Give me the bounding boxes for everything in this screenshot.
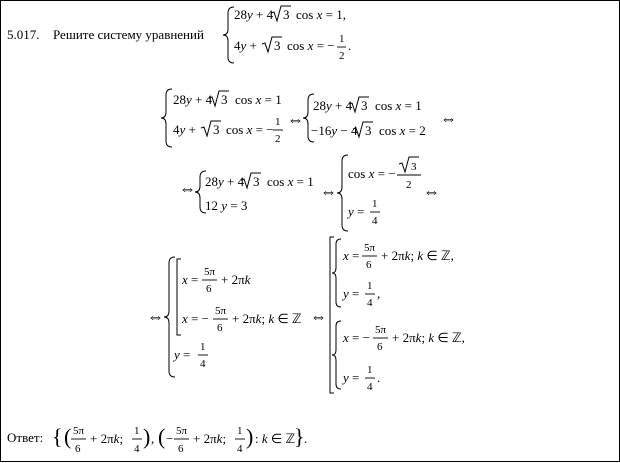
svg-text:1: 1 bbox=[372, 198, 378, 210]
step3-left-system bbox=[164, 257, 302, 377]
svg-text:1: 1 bbox=[367, 364, 373, 376]
svg-text:1: 1 bbox=[200, 341, 206, 353]
equivalence-arrow: ⇔ bbox=[287, 110, 304, 129]
svg-text:3: 3 bbox=[213, 122, 220, 137]
svg-text:,: , bbox=[377, 286, 381, 301]
case1-brace bbox=[332, 239, 341, 307]
svg-text:cos x = 2: cos x = 2 bbox=[379, 123, 426, 138]
union-bracket bbox=[177, 259, 181, 335]
svg-text:1: 1 bbox=[237, 425, 243, 437]
svg-text:28y + 4: 28y + 4 bbox=[234, 7, 274, 22]
step2-right-system bbox=[337, 155, 421, 231]
svg-text:4: 4 bbox=[372, 215, 378, 227]
fraction-denominator: 2 bbox=[339, 50, 345, 62]
svg-text:: k ∈ ℤ: : k ∈ ℤ bbox=[255, 431, 296, 446]
svg-text:+ 2πk;: + 2πk; bbox=[193, 431, 227, 446]
left-brace bbox=[337, 155, 348, 231]
svg-text:4: 4 bbox=[200, 358, 206, 370]
answer-label: Ответ: bbox=[7, 430, 44, 445]
svg-text:x =: x = bbox=[343, 248, 360, 263]
step3-right-cases bbox=[330, 237, 465, 393]
svg-text:2: 2 bbox=[275, 133, 281, 145]
svg-text:4: 4 bbox=[367, 297, 373, 309]
svg-text:cos x = 1: cos x = 1 bbox=[235, 92, 282, 107]
svg-text:3: 3 bbox=[283, 7, 290, 22]
svg-text:y =: y = bbox=[343, 286, 360, 301]
paren-open: ( bbox=[64, 424, 72, 449]
svg-text:x = −: x = − bbox=[343, 330, 370, 345]
svg-text:,: , bbox=[151, 431, 155, 446]
svg-text:cos x = 1: cos x = 1 bbox=[267, 174, 314, 189]
svg-text:4: 4 bbox=[367, 381, 373, 393]
svg-text:(: ( bbox=[158, 424, 166, 449]
problem-header bbox=[7, 27, 204, 42]
svg-text:1: 1 bbox=[134, 425, 140, 437]
svg-text:x = −: x = − bbox=[182, 311, 209, 326]
svg-text:5π: 5π bbox=[176, 425, 188, 437]
svg-text:4y +: 4y + bbox=[173, 122, 196, 137]
problem-number: 5.017. bbox=[7, 27, 40, 42]
svg-text:3: 3 bbox=[221, 92, 228, 107]
outer-bracket bbox=[330, 237, 334, 393]
set-close-brace: } bbox=[294, 424, 305, 449]
svg-text:1: 1 bbox=[275, 116, 281, 128]
svg-text:+ 2πk: + 2πk bbox=[221, 272, 251, 287]
problem-statement: Решите систему уравнений bbox=[53, 27, 204, 42]
equivalence-arrow: ⇔ bbox=[179, 179, 196, 198]
svg-text:5π: 5π bbox=[375, 324, 387, 336]
svg-text:x =: x = bbox=[182, 272, 199, 287]
answer bbox=[7, 424, 307, 455]
svg-text:5π: 5π bbox=[364, 242, 376, 254]
svg-text:cos x = −: cos x = − bbox=[287, 38, 335, 53]
svg-text:): ) bbox=[143, 424, 151, 449]
svg-text:cos x = 1: cos x = 1 bbox=[375, 98, 422, 113]
svg-text:28y + 4: 28y + 4 bbox=[313, 98, 353, 113]
svg-text:.: . bbox=[304, 431, 308, 446]
svg-text:−16y − 4: −16y − 4 bbox=[311, 123, 358, 138]
step1-right-system bbox=[303, 94, 426, 142]
equivalence-arrow: ⇔ bbox=[320, 182, 337, 201]
svg-text:6: 6 bbox=[206, 283, 212, 295]
step2-left-system bbox=[195, 171, 314, 213]
svg-text:3: 3 bbox=[253, 174, 260, 189]
step1-left-system bbox=[161, 89, 283, 147]
problem-eq1 bbox=[234, 6, 346, 22]
svg-text:.: . bbox=[377, 370, 381, 385]
set-open-brace: { bbox=[52, 424, 63, 449]
svg-text:5π: 5π bbox=[73, 425, 85, 437]
svg-text:3: 3 bbox=[365, 123, 372, 138]
equivalence-arrow: ⇔ bbox=[310, 307, 327, 326]
svg-text:28y + 4: 28y + 4 bbox=[205, 174, 245, 189]
svg-text:y =: y = bbox=[343, 370, 360, 385]
svg-text:12 y = 3: 12 y = 3 bbox=[205, 198, 248, 213]
svg-text:cos x = −: cos x = − bbox=[348, 166, 396, 181]
svg-text:y =: y = bbox=[348, 204, 365, 219]
svg-text:5π: 5π bbox=[204, 266, 216, 278]
svg-text:5π: 5π bbox=[215, 305, 227, 317]
svg-text:28y + 4: 28y + 4 bbox=[173, 92, 213, 107]
svg-text:3: 3 bbox=[274, 38, 281, 53]
math-layout bbox=[1, 1, 620, 463]
left-brace bbox=[223, 7, 234, 63]
svg-text:+ 2πk; k ∈ ℤ,: + 2πk; k ∈ ℤ, bbox=[381, 248, 454, 263]
svg-text:y =: y = bbox=[174, 347, 191, 362]
svg-text:6: 6 bbox=[178, 443, 184, 455]
svg-text:2: 2 bbox=[406, 179, 412, 191]
svg-text:3: 3 bbox=[411, 161, 417, 173]
svg-text:+ 2πk;: + 2πk; bbox=[90, 431, 124, 446]
case2-brace bbox=[332, 321, 341, 389]
svg-text:6: 6 bbox=[217, 322, 223, 334]
svg-text:4y +: 4y + bbox=[234, 38, 257, 53]
svg-text:4: 4 bbox=[237, 443, 243, 455]
problem-eq2 bbox=[234, 33, 351, 62]
svg-text:cos x = −: cos x = − bbox=[226, 122, 274, 137]
svg-text:6: 6 bbox=[366, 259, 372, 271]
svg-text:1: 1 bbox=[367, 280, 373, 292]
svg-text:+ 2πk; k ∈ ℤ,: + 2πk; k ∈ ℤ, bbox=[392, 330, 465, 345]
equivalence-arrow: ⇔ bbox=[147, 307, 164, 326]
equivalence-arrow: ⇔ bbox=[423, 182, 440, 201]
svg-text:−: − bbox=[166, 431, 174, 446]
equivalence-arrow: ⇔ bbox=[440, 109, 457, 128]
svg-text:4: 4 bbox=[134, 443, 140, 455]
problem-system bbox=[223, 6, 351, 63]
svg-text:6: 6 bbox=[75, 443, 81, 455]
svg-text:+ 2πk; k ∈ ℤ: + 2πk; k ∈ ℤ bbox=[232, 311, 302, 326]
svg-text:cos x = 1,: cos x = 1, bbox=[296, 7, 346, 22]
svg-text:6: 6 bbox=[377, 341, 383, 353]
fraction-numerator: 1 bbox=[339, 33, 345, 45]
svg-text:): ) bbox=[246, 424, 254, 449]
svg-text:.: . bbox=[348, 38, 352, 53]
svg-text:3: 3 bbox=[361, 98, 368, 113]
left-brace bbox=[161, 89, 172, 147]
